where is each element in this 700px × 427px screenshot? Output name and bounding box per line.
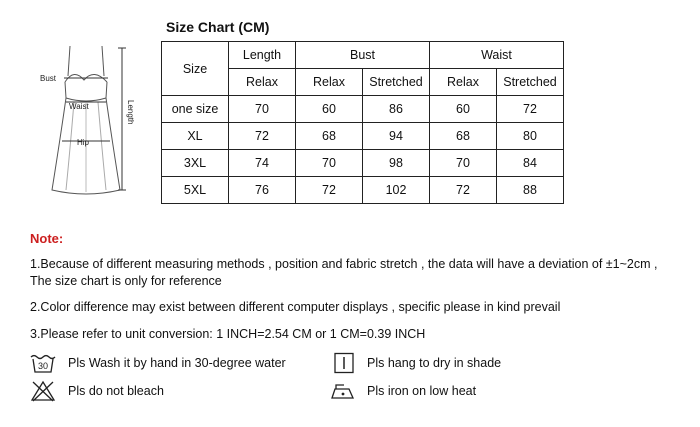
care-dry [333, 352, 501, 374]
table-row [162, 150, 564, 177]
no-bleach-icon [30, 380, 56, 402]
cell-waist-stretched: 80 [497, 123, 564, 150]
cell-bust-relax: 68 [296, 123, 363, 150]
hip-label: Hip [77, 138, 90, 147]
cell-size: 5XL [162, 177, 229, 204]
cell-waist-stretched: 88 [497, 177, 564, 204]
cell-size: one size [162, 96, 229, 123]
care-dry-text: Pls hang to dry in shade [367, 356, 502, 370]
note-label: Note: [30, 231, 64, 246]
wash-temperature-label: 30 [37, 361, 49, 371]
header-waist: Waist [430, 42, 564, 69]
cell-bust-stretched: 98 [363, 150, 430, 177]
cell-bust-relax: 72 [296, 177, 363, 204]
table-header-row [162, 42, 564, 69]
note-line-1-continued: The size chart is only for reference [30, 274, 222, 288]
care-iron-text: Pls iron on low heat [367, 384, 477, 398]
cell-bust-stretched: 86 [363, 96, 430, 123]
note-line-1: 1.Because of different measuring methods , position and fabric stretch , the data will have a deviation of ±1~2cm , [30, 257, 658, 271]
subheader-bust-relax: Relax [296, 69, 363, 96]
care-iron [329, 380, 476, 402]
cell-size: XL [162, 123, 229, 150]
header-length: Length [229, 42, 296, 69]
hang-dry-shade-icon [333, 352, 355, 374]
cell-bust-stretched: 102 [363, 177, 430, 204]
garment-measurement-figure [22, 40, 142, 205]
care-bleach [30, 380, 164, 402]
note-line-3: 3.Please refer to unit conversion: 1 INCH=2.54 CM or 1 CM=0.39 INCH [30, 327, 426, 341]
cell-bust-stretched: 94 [363, 123, 430, 150]
header-bust: Bust [296, 42, 430, 69]
size-chart-title: Size Chart (CM) [166, 19, 270, 35]
note-line-2: 2.Color difference may exist between different computer displays , specific please in kind prevail [30, 300, 561, 314]
subheader-waist-relax: Relax [430, 69, 497, 96]
size-chart-table [161, 41, 564, 204]
cell-waist-stretched: 84 [497, 150, 564, 177]
bust-label: Bust [40, 74, 57, 83]
waist-label: Waist [69, 102, 89, 111]
subheader-bust-stretched: Stretched [363, 69, 430, 96]
subheader-length-relax: Relax [229, 69, 296, 96]
length-label: Length [126, 100, 135, 125]
table-row [162, 123, 564, 150]
cell-length: 76 [229, 177, 296, 204]
cell-length: 70 [229, 96, 296, 123]
cell-waist-relax: 70 [430, 150, 497, 177]
subheader-waist-stretched: Stretched [497, 69, 564, 96]
cell-waist-relax: 60 [430, 96, 497, 123]
cell-length: 74 [229, 150, 296, 177]
hand-wash-30-icon [30, 352, 56, 374]
header-size: Size [162, 42, 229, 96]
care-bleach-text: Pls do not bleach [68, 384, 164, 398]
iron-low-heat-icon [329, 380, 355, 402]
cell-size: 3XL [162, 150, 229, 177]
cell-waist-relax: 68 [430, 123, 497, 150]
care-wash-text: Pls Wash it by hand in 30-degree water [68, 356, 286, 370]
table-row [162, 96, 564, 123]
cell-bust-relax: 60 [296, 96, 363, 123]
care-wash [30, 352, 286, 374]
cell-waist-stretched: 72 [497, 96, 564, 123]
cell-length: 72 [229, 123, 296, 150]
cell-bust-relax: 70 [296, 150, 363, 177]
cell-waist-relax: 72 [430, 177, 497, 204]
table-row [162, 177, 564, 204]
